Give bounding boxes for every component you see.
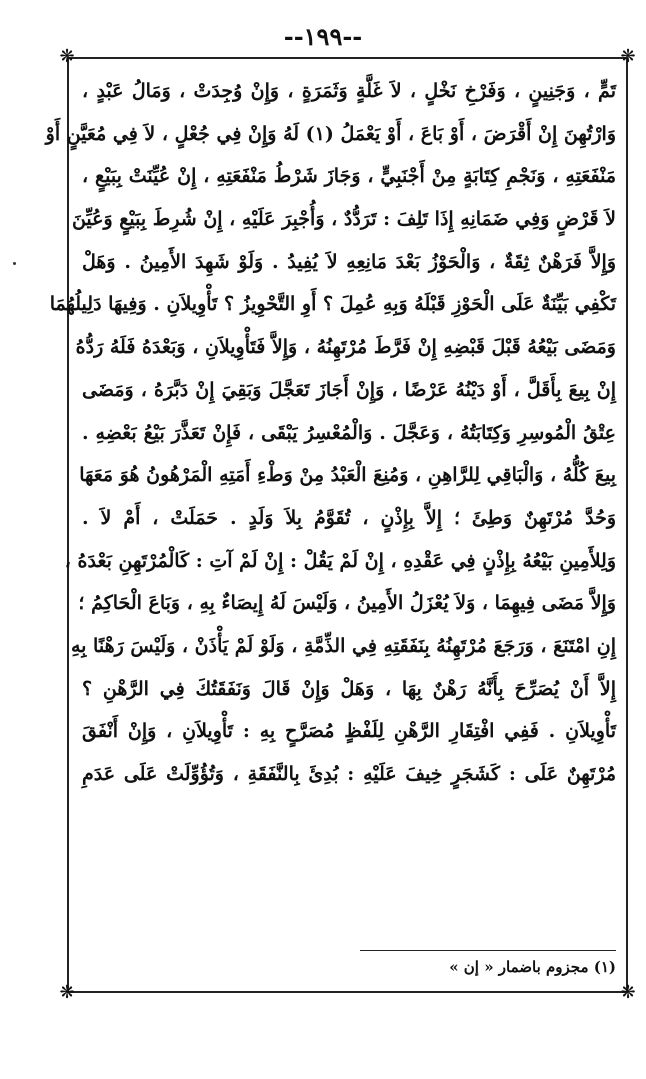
text-line: وَارْتُهِنَ إِنْ أَقْرَضَ ، أَوْ بَاعَ ، أَوْ يَعْمَلُ (١) لَهُ وَإِنْ فِي جُعْلٍ ، لاَ فِي مُعَيَّنٍ أَوْ xyxy=(45,122,616,145)
text-line: تَكْفِي بَيِّنَةٌ عَلَى الْحَوْزِ قَبْلَهُ وَبِهِ عُمِلَ ؟ أَوِ التَّحْوِيزُ ؟ تَأْوِيلاَنِ . وَفِيهَا دَلِيلُهُمَا xyxy=(49,293,616,316)
text-line: إِنِ امْتَنَعَ ، وَرَجَعَ مُرْتَهِنُهُ بِنَفَقَتِهِ فِي الذِّمَّةِ ، وَلَوْ لَمْ يَأْذَنْ ، وَلَيْسَ رَهْنًا بِهِ xyxy=(70,634,616,657)
flower-ornament-icon: ❋ xyxy=(59,46,75,67)
footnote-separator xyxy=(360,950,616,951)
footnote: (١) مجزوم باضمار « إن » xyxy=(449,958,616,976)
text-line: إِنْ بِيعَ بِأَقَلَّ ، أَوْ دَيْنُهُ عَرْضًا ، وَإِنْ أَجَازَ تَعَجَّلَ وَبَقِيَ إِنْ دَبَّرَهُ ، وَمَضَى xyxy=(82,378,616,401)
text-line: مَنْفَعَتِهِ ، وَنَجْمِ كِتَابَةٍ مِنْ أَجْنَبِيٍّ ، وَجَازَ شَرْطُ مَنْفَعَتِهِ ، إِنْ عُيِّنَتْ بِبَيْعٍ ، xyxy=(82,165,616,188)
text-line: تَأْوِيلاَنِ . فَفِي افْتِقَارِ الرَّهْنِ لِلَفْظٍ مُصَرَّحٍ بِهِ : تَأْوِيلاَنِ ، وَإِنْ أَنْفَقَ xyxy=(82,720,616,743)
text-line: عِتْقُ الْمُوسِرِ وَكِتَابَتُهُ ، وَعَجَّلَ . وَالْمُعْسِرُ يَبْقَى ، فَإِنْ تَعَذَّرَ بَيْعُ بَعْضِهِ . xyxy=(82,421,616,444)
text-line: بِيعَ كُلُّهُ ، وَالْبَاقِي لِلرَّاهِنِ ، وَمُنِعَ الْعَبْدُ مِنْ وَطْءِ أَمَتِهِ الْمَرْهُونُ هُوَ مَعَهَا xyxy=(79,464,616,487)
text-line: وَمَضَى بَيْعُهُ قَبْلَ قَبْضِهِ إِنْ فَرَّطَ مُرْتَهِنُهُ ، وَإِلاَّ فَتَأْوِيلاَنِ ، وَبَعْدَهُ فَلَهُ رَدُّهُ xyxy=(75,336,616,359)
text-line: وَلِلأَمِينِ بَيْعُهُ بِإِذْنٍ فِي عَقْدِهِ ، إِنْ لَمْ يَقُلْ : إِنْ لَمْ آتِ : كَالْمُرْتَهِنِ بَعْدَهُ ، xyxy=(64,549,616,572)
text-line: تَمٍّ ، وَجَنِينٍ ، وَفَرْخِ نَخْلٍ ، لاَ غَلَّةٍ وَثَمَرَةٍ ، وَإِنْ وُجِدَتْ ، وَمَالُ عَبْدٍ ، xyxy=(82,80,616,102)
page-number: --١٩٩-- xyxy=(283,22,363,51)
text-line: مُرْتَهِنٌ عَلَى : كَشَجَرٍ خِيفَ عَلَيْهِ : بُدِئَ بِالنَّفَقَةِ ، وَتُؤُوِّلَتْ عَلَى عَدَمِ xyxy=(82,763,616,785)
flower-ornament-icon: ❋ xyxy=(620,982,636,1003)
text-line: لاَ قَرْضٍ وَفِي ضَمَانِهِ إِذَا تَلِفَ : تَرَدُّدٌ ، وَأُجْبِرَ عَلَيْهِ ، إِنْ شُرِطَ بِبَيْعٍ وَعُيِّنَ xyxy=(71,208,616,231)
main-text xyxy=(45,70,616,796)
text-line: وَإِلاَّ مَضَى فِيهِمَا ، وَلاَ يُعْزَلُ الأَمِينُ ، وَلَيْسَ لَهُ إِيصَاءٌ بِهِ ، وَبَاعَ الْحَاكِمُ ؛ xyxy=(78,592,616,615)
text-line: إِلاَّ أَنْ يُصَرِّحَ بِأَنَّهُ رَهْنٌ بِهَا ، وَهَلْ وَإِنْ قَالَ وَنَفَقَتُكَ فِي الرَّهْنِ ؟ xyxy=(82,677,616,700)
margin-mark xyxy=(13,262,16,265)
text-line: وَإِلاَّ فَرَهْنٌ ثِقَةٌ ، وَالْحَوْزُ بَعْدَ مَانِعِهِ لاَ يُفِيدُ . وَلَوْ شَهِدَ الأَمِينُ . وَهَلْ xyxy=(82,250,616,273)
flower-ornament-icon: ❋ xyxy=(620,46,636,67)
text-line: وَحُدَّ مُرْتَهِنٌ وَطِئَ ؛ إِلاَّ بِإِذْنٍ ، تُقَوَّمُ بِلاَ وَلَدٍ . حَمَلَتْ ، أَمْ لاَ . xyxy=(82,506,616,529)
flower-ornament-icon: ❋ xyxy=(59,982,75,1003)
